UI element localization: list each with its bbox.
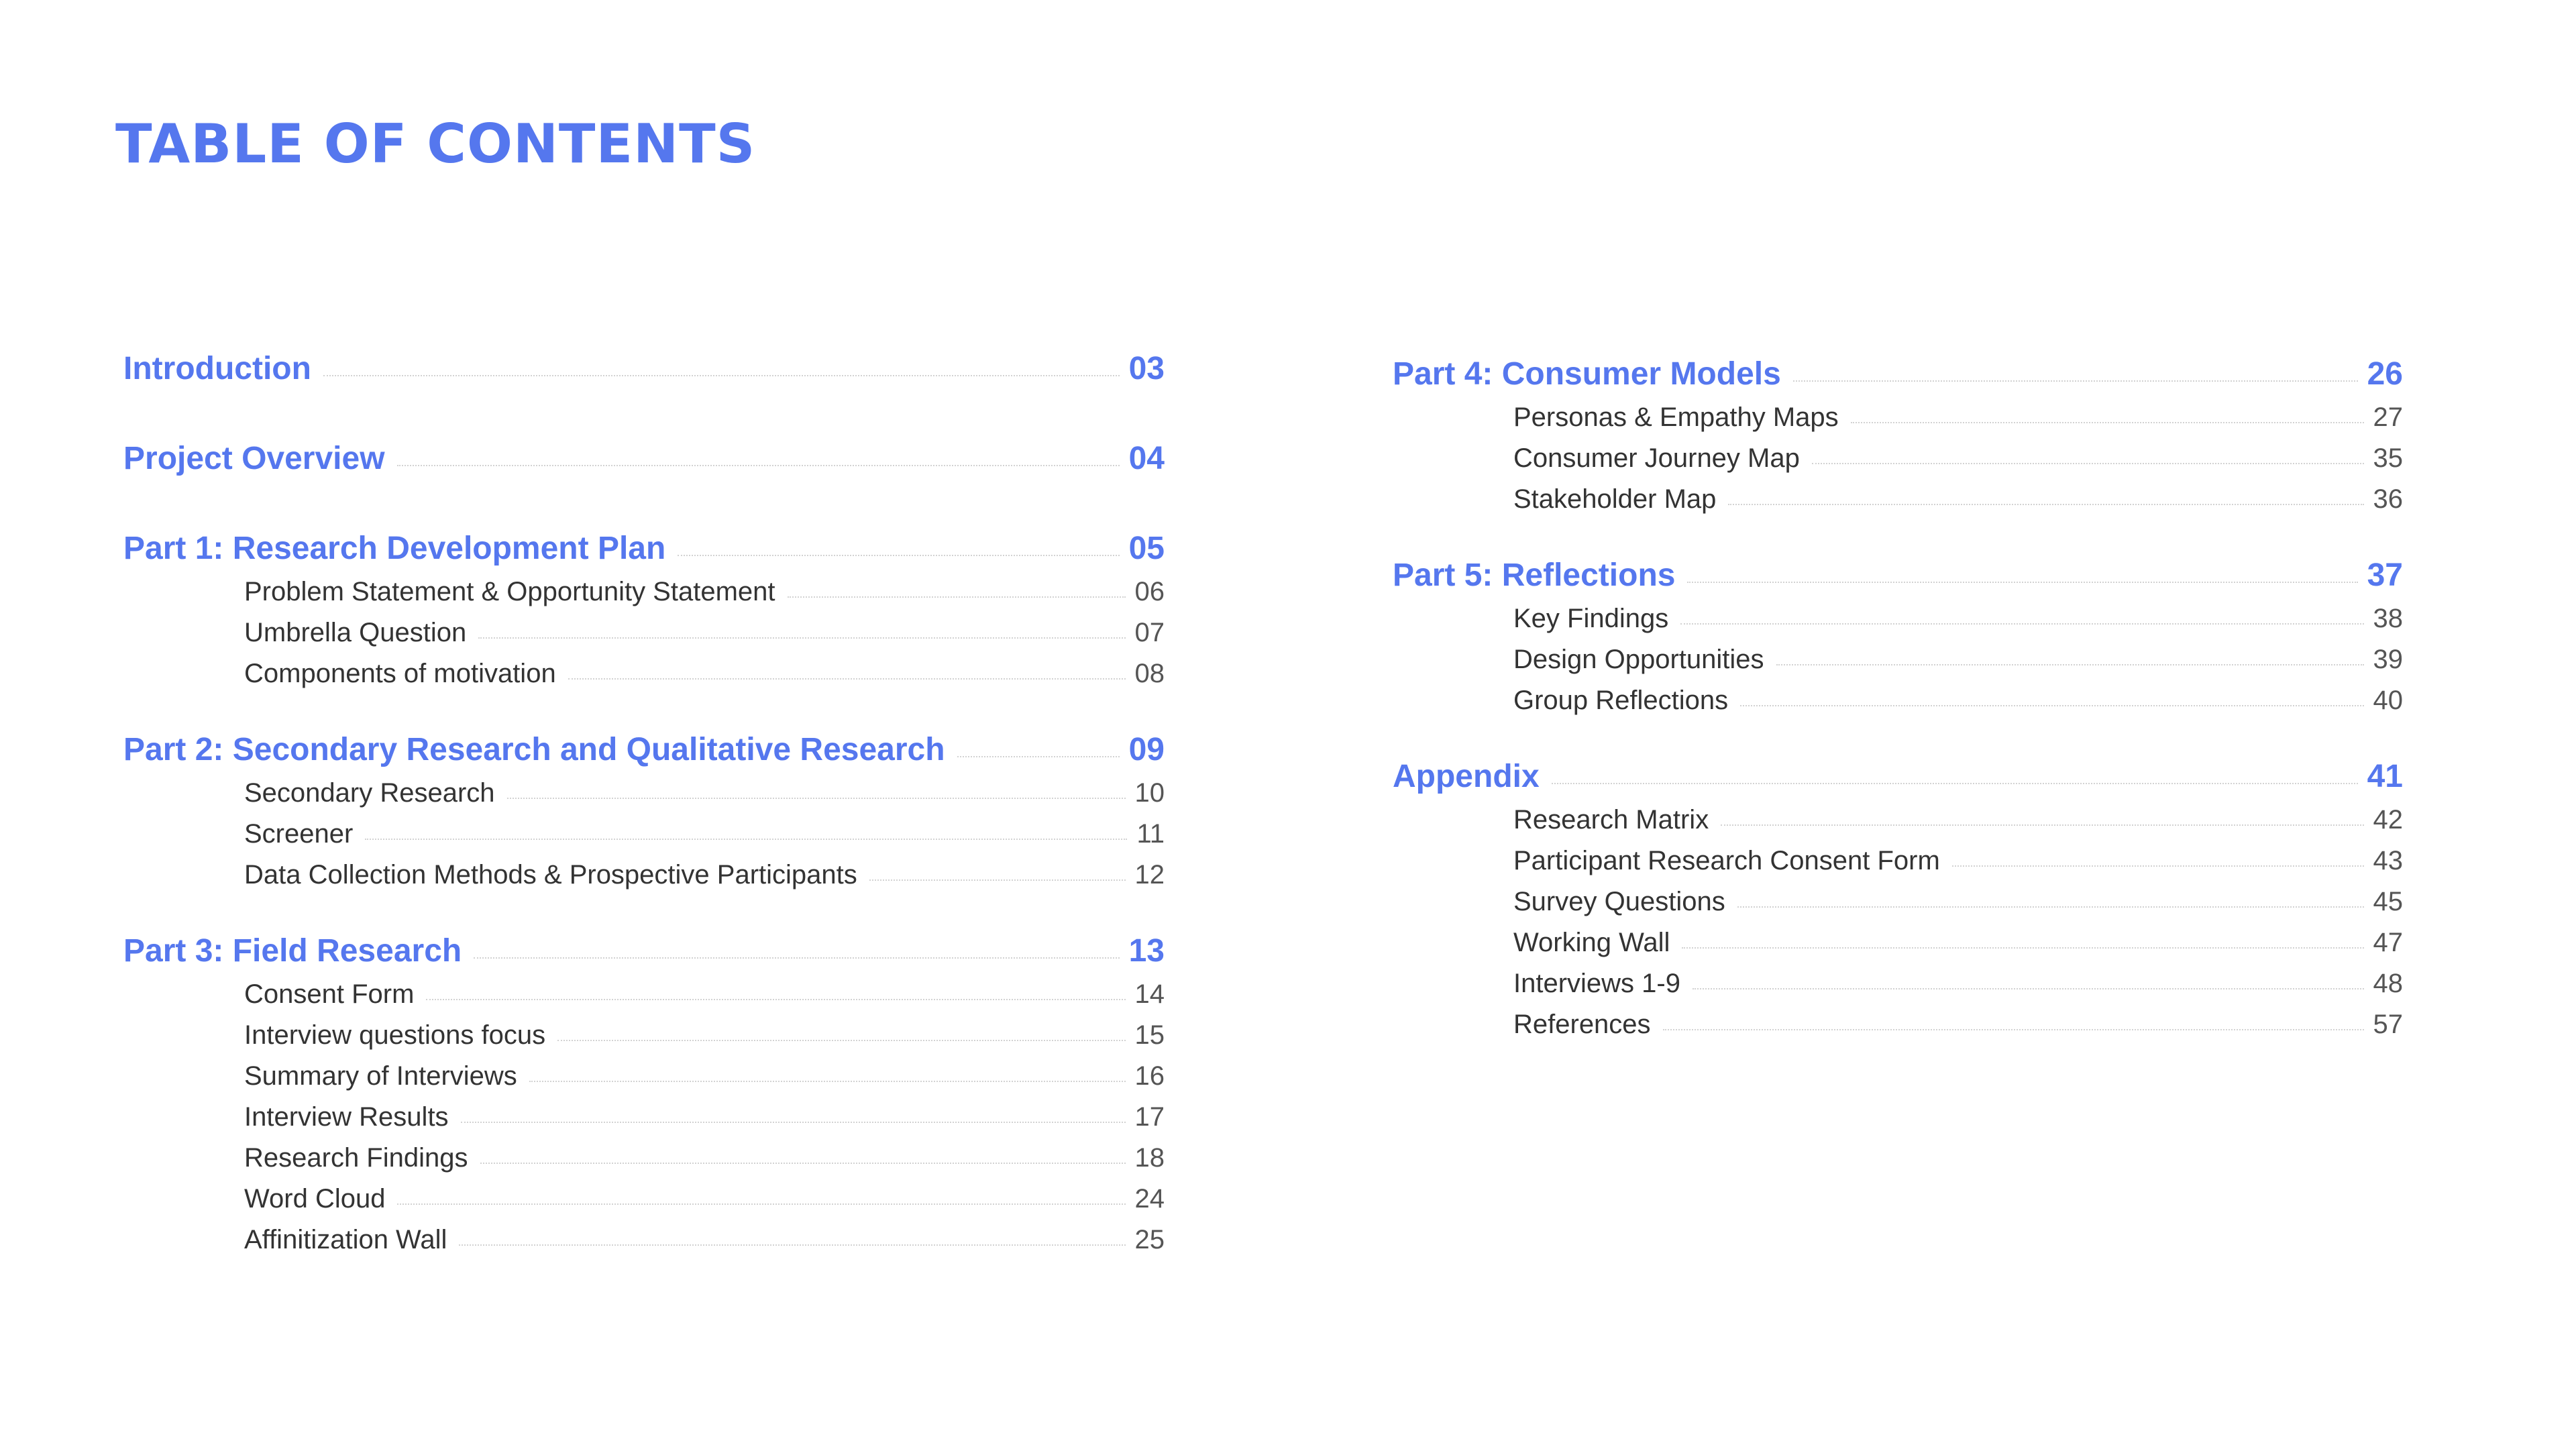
toc-item-label: Data Collection Methods & Prospective Participants (244, 860, 857, 890)
toc-section-introduction[interactable] (123, 350, 1165, 387)
toc-section-project-overview[interactable] (123, 440, 1165, 477)
leader-dots (1663, 1029, 2364, 1030)
toc-item[interactable] (244, 618, 1165, 648)
toc-item-label: Summary of Interviews (244, 1061, 517, 1091)
toc-item-page: 36 (2373, 484, 2403, 514)
leader-dots (568, 678, 1126, 680)
toc-section-part-1[interactable] (123, 530, 1165, 567)
toc-section-page: 03 (1128, 351, 1165, 386)
toc-section-label: Part 3: Field Research (123, 933, 462, 969)
toc-item-page: 27 (2373, 402, 2403, 432)
toc-item[interactable] (244, 1061, 1165, 1091)
toc-item-label: Screener (244, 819, 354, 849)
toc-item[interactable] (1513, 1010, 2403, 1040)
toc-item[interactable] (1513, 443, 2403, 474)
toc-item-label: References (1513, 1010, 1651, 1039)
toc-item-label: Problem Statement & Opportunity Statement (244, 577, 775, 606)
toc-item[interactable] (244, 1020, 1165, 1051)
page-title: TABLE OF CONTENTS (115, 113, 756, 175)
toc-item-label: Key Findings (1513, 604, 1669, 633)
leader-dots (957, 756, 1120, 757)
leader-dots (1687, 582, 2357, 583)
toc-item[interactable] (244, 1184, 1165, 1214)
toc-item-page: 08 (1134, 659, 1165, 688)
leader-dots (459, 1244, 1125, 1246)
toc-item-page: 39 (2373, 645, 2403, 674)
toc-item-page: 42 (2373, 805, 2403, 835)
toc-section-part-5[interactable] (1393, 557, 2403, 594)
toc-section-appendix[interactable] (1393, 758, 2403, 795)
leader-dots (869, 879, 1126, 881)
toc-section-page: 26 (2367, 356, 2403, 392)
toc-section-label: Part 1: Research Development Plan (123, 531, 666, 566)
leader-dots (323, 375, 1120, 376)
toc-item-page: 17 (1134, 1102, 1165, 1132)
toc-item[interactable] (244, 1102, 1165, 1132)
toc-item[interactable] (1513, 928, 2403, 958)
toc-section-label: Part 5: Reflections (1393, 557, 1676, 593)
leader-dots (1851, 422, 2364, 423)
toc-item[interactable] (1513, 645, 2403, 675)
toc-item-label: Research Findings (244, 1143, 468, 1173)
toc-item[interactable] (244, 860, 1165, 890)
leader-dots (426, 999, 1125, 1000)
toc-item-label: Personas & Empathy Maps (1513, 402, 1839, 432)
toc-section-page: 04 (1128, 441, 1165, 476)
toc-item-label: Stakeholder Map (1513, 484, 1717, 514)
leader-dots (1793, 380, 2358, 382)
toc-item-page: 15 (1134, 1020, 1165, 1050)
toc-item-label: Interview questions focus (244, 1020, 546, 1050)
toc-item[interactable] (244, 778, 1165, 808)
toc-item-page: 57 (2373, 1010, 2403, 1039)
leader-dots (397, 465, 1120, 466)
toc-item-label: Participant Research Consent Form (1513, 846, 1940, 875)
toc-item[interactable] (1513, 484, 2403, 515)
toc-section-page: 37 (2367, 557, 2403, 593)
toc-item-label: Research Matrix (1513, 805, 1709, 835)
toc-section-part-2[interactable] (123, 731, 1165, 768)
leader-dots (461, 1122, 1126, 1123)
leader-dots (1776, 664, 2364, 665)
toc-section-page: 41 (2367, 759, 2403, 794)
toc-section-label: Introduction (123, 351, 311, 386)
toc-item[interactable] (244, 659, 1165, 689)
toc-section-label: Part 2: Secondary Research and Qualitative Research (123, 732, 945, 767)
leader-dots (1680, 623, 2363, 625)
leader-dots (1740, 705, 2363, 706)
toc-item-page: 10 (1134, 778, 1165, 808)
toc-item[interactable] (244, 577, 1165, 607)
toc-item-label: Working Wall (1513, 928, 1670, 957)
leader-dots (1552, 783, 2358, 784)
toc-item-page: 25 (1134, 1225, 1165, 1254)
toc-item-page: 18 (1134, 1143, 1165, 1173)
toc-item-page: 38 (2373, 604, 2403, 633)
leader-dots (1693, 988, 2364, 989)
toc-section-label: Project Overview (123, 441, 385, 476)
toc-item-page: 40 (2373, 686, 2403, 715)
toc-item-label: Interviews 1-9 (1513, 969, 1680, 998)
toc-item[interactable] (244, 1143, 1165, 1173)
toc-item[interactable] (1513, 887, 2403, 917)
toc-section-page: 05 (1128, 531, 1165, 566)
toc-item-label: Survey Questions (1513, 887, 1725, 916)
toc-item-page: 16 (1134, 1061, 1165, 1091)
toc-item-label: Consent Form (244, 979, 415, 1009)
toc-section-page: 13 (1128, 933, 1165, 969)
leader-dots (529, 1081, 1126, 1082)
leader-dots (678, 555, 1119, 556)
toc-item-label: Consumer Journey Map (1513, 443, 1800, 473)
toc-item-page: 07 (1134, 618, 1165, 647)
toc-item-page: 11 (1136, 819, 1165, 849)
leader-dots (1728, 504, 2363, 505)
toc-item-label: Components of motivation (244, 659, 556, 688)
toc-item[interactable] (1513, 969, 2403, 999)
toc-section-part-4[interactable] (1393, 356, 2403, 392)
toc-item[interactable] (1513, 686, 2403, 716)
leader-dots (1812, 463, 2364, 464)
leader-dots (474, 957, 1119, 959)
toc-item[interactable] (1513, 846, 2403, 876)
toc-section-label: Part 4: Consumer Models (1393, 356, 1781, 392)
toc-item-label: Design Opportunities (1513, 645, 1764, 674)
toc-item[interactable] (244, 1225, 1165, 1255)
toc-item[interactable] (244, 979, 1165, 1010)
toc-item-page: 43 (2373, 846, 2403, 875)
toc-item[interactable] (1513, 402, 2403, 433)
leader-dots (397, 1203, 1125, 1205)
toc-section-label: Appendix (1393, 759, 1540, 794)
toc-item-page: 24 (1134, 1184, 1165, 1214)
toc-item-page: 12 (1134, 860, 1165, 890)
leader-dots (1721, 824, 2363, 826)
leader-dots (478, 637, 1125, 639)
leader-dots (507, 798, 1126, 799)
toc-item-label: Affinitization Wall (244, 1225, 447, 1254)
toc-item-label: Interview Results (244, 1102, 449, 1132)
toc-item-page: 35 (2373, 443, 2403, 473)
leader-dots (1952, 865, 2364, 867)
leader-dots (480, 1163, 1126, 1164)
toc-item-label: Umbrella Question (244, 618, 467, 647)
toc-item-page: 45 (2373, 887, 2403, 916)
leader-dots (1682, 947, 2363, 949)
toc-item[interactable] (244, 819, 1165, 849)
toc-section-page: 09 (1128, 732, 1165, 767)
leader-dots (365, 839, 1127, 840)
leader-dots (788, 596, 1126, 598)
leader-dots (1737, 906, 2364, 908)
toc-item-page: 48 (2373, 969, 2403, 998)
toc-item-label: Word Cloud (244, 1184, 386, 1214)
toc-item-page: 14 (1134, 979, 1165, 1009)
toc-item[interactable] (1513, 805, 2403, 835)
toc-item-label: Secondary Research (244, 778, 495, 808)
toc-item-label: Group Reflections (1513, 686, 1729, 715)
toc-item-page: 47 (2373, 928, 2403, 957)
toc-item-page: 06 (1134, 577, 1165, 606)
toc-section-part-3[interactable] (123, 932, 1165, 969)
leader-dots (557, 1040, 1125, 1041)
toc-item[interactable] (1513, 604, 2403, 634)
